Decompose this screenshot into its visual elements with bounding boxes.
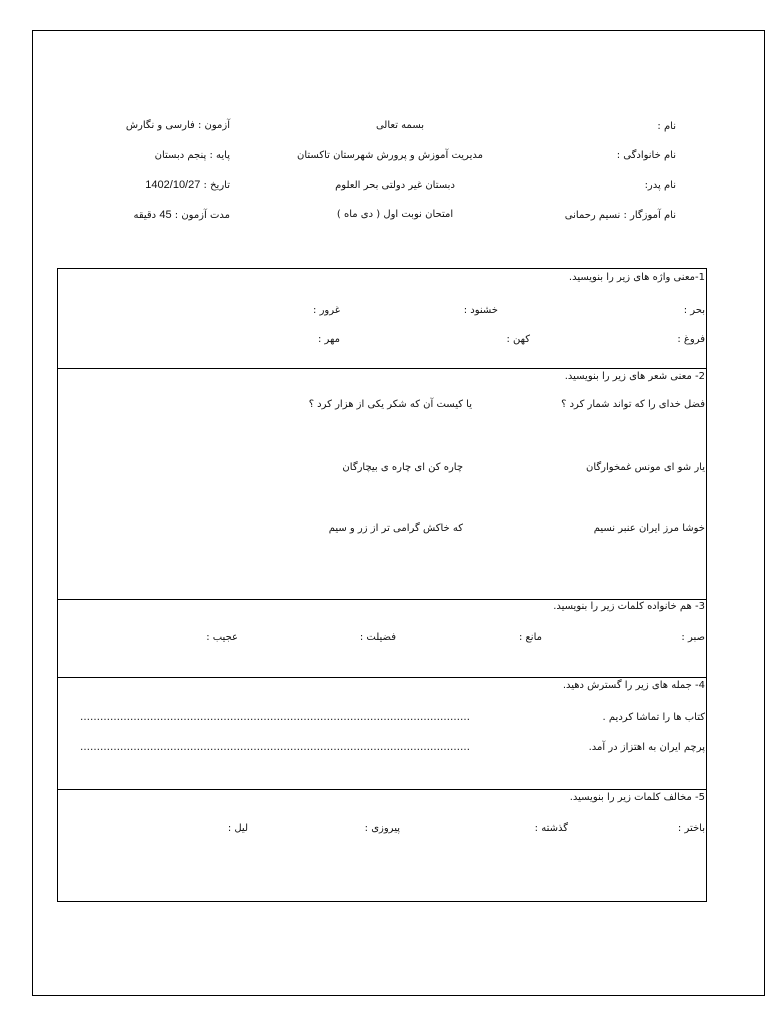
exam-subject: آزمون : فارسی و نگارش	[125, 120, 230, 131]
q3-word-mane: مانع :	[518, 632, 542, 643]
family-name-label: نام خانوادگی :	[616, 150, 676, 161]
duration-unit: دقیقه	[133, 210, 157, 221]
q3-word-fazilat: فضیلت :	[359, 632, 396, 643]
poem-line-3-left: که خاکش گرامی تر از زر و سیم	[328, 523, 463, 534]
q1-word-ghorur: غرور :	[313, 305, 340, 316]
question-5-box	[57, 789, 707, 902]
grade-level: پایه : پنجم دبستان	[154, 150, 230, 161]
duration-label: مدت آزمون :	[174, 210, 230, 221]
q3-word-ajib: عجیب :	[206, 632, 238, 643]
date-label: تاریخ :	[203, 180, 230, 191]
q1-word-kohan: کهن :	[506, 334, 530, 345]
q1-word-mehr: مهر :	[317, 334, 340, 345]
exam-duration	[133, 209, 230, 222]
q1-word-forugh: فروغ :	[677, 334, 705, 345]
q1-word-bahr: بحر :	[683, 305, 705, 316]
q1-word-khoshnud: خشنود :	[463, 305, 498, 316]
duration-value: 45	[159, 209, 172, 221]
q4-sentence-2: پرچم ایران به اهتزاز در آمد.	[588, 742, 705, 753]
date-value: 1402/10/27	[145, 179, 201, 191]
father-name-label: نام پدر:	[644, 180, 676, 191]
q5-word-gozashte: گذشته :	[534, 823, 568, 834]
question-5-title: 5- مخالف کلمات زیر را بنویسید.	[569, 792, 705, 803]
question-4-box	[57, 677, 707, 789]
student-name-label: نام :	[657, 121, 676, 132]
poem-line-1-left: یا کیست آن که شکر یکی از هزار کرد ؟	[308, 399, 472, 410]
question-4-title: 4- جمله های زیر را گسترش دهید.	[562, 680, 705, 691]
poem-line-2-right: یار شو ای مونس غمخوارگان	[586, 462, 705, 473]
q4-sentence-1: کتاب ها را تماشا کردیم .	[602, 712, 705, 723]
q5-word-leyl: لیل :	[227, 823, 248, 834]
basmala: بسمه تعالی	[375, 120, 425, 131]
question-3-title: 3- هم خانواده کلمات زیر را بنویسید.	[553, 601, 705, 612]
exam-term: امتحان نوبت اول ( دی ماه )	[336, 209, 454, 220]
question-1-title: 1-معنی واژه های زیر را بنویسید.	[568, 272, 705, 283]
poem-line-1-right: فضل خدای را که تواند شمار کرد ؟	[561, 399, 705, 410]
education-department: مدیریت آموزش و پرورش شهرستان تاکستان	[297, 150, 483, 161]
school-name: دبستان غیر دولتی بحر العلوم	[335, 180, 455, 191]
q4-answer-line-1: ………………………………………………………………………………………………………	[80, 712, 470, 723]
exam-date	[145, 179, 230, 192]
q4-answer-line-2: ………………………………………………………………………………………………………	[80, 742, 470, 753]
poem-line-2-left: چاره کن ای چاره ی بیچارگان	[342, 462, 463, 473]
q5-word-piruzi: پیروزی :	[364, 823, 400, 834]
teacher-name: نام آموزگار : نسیم رحمانی	[564, 210, 676, 221]
q5-word-bakhtar: باختر :	[677, 823, 705, 834]
q3-word-sabr: صبر :	[681, 632, 705, 643]
question-2-title: 2- معنی شعر های زیر را بنویسید.	[564, 371, 705, 382]
poem-line-3-right: خوشا مرز ایران عنبر نسیم	[593, 523, 705, 534]
